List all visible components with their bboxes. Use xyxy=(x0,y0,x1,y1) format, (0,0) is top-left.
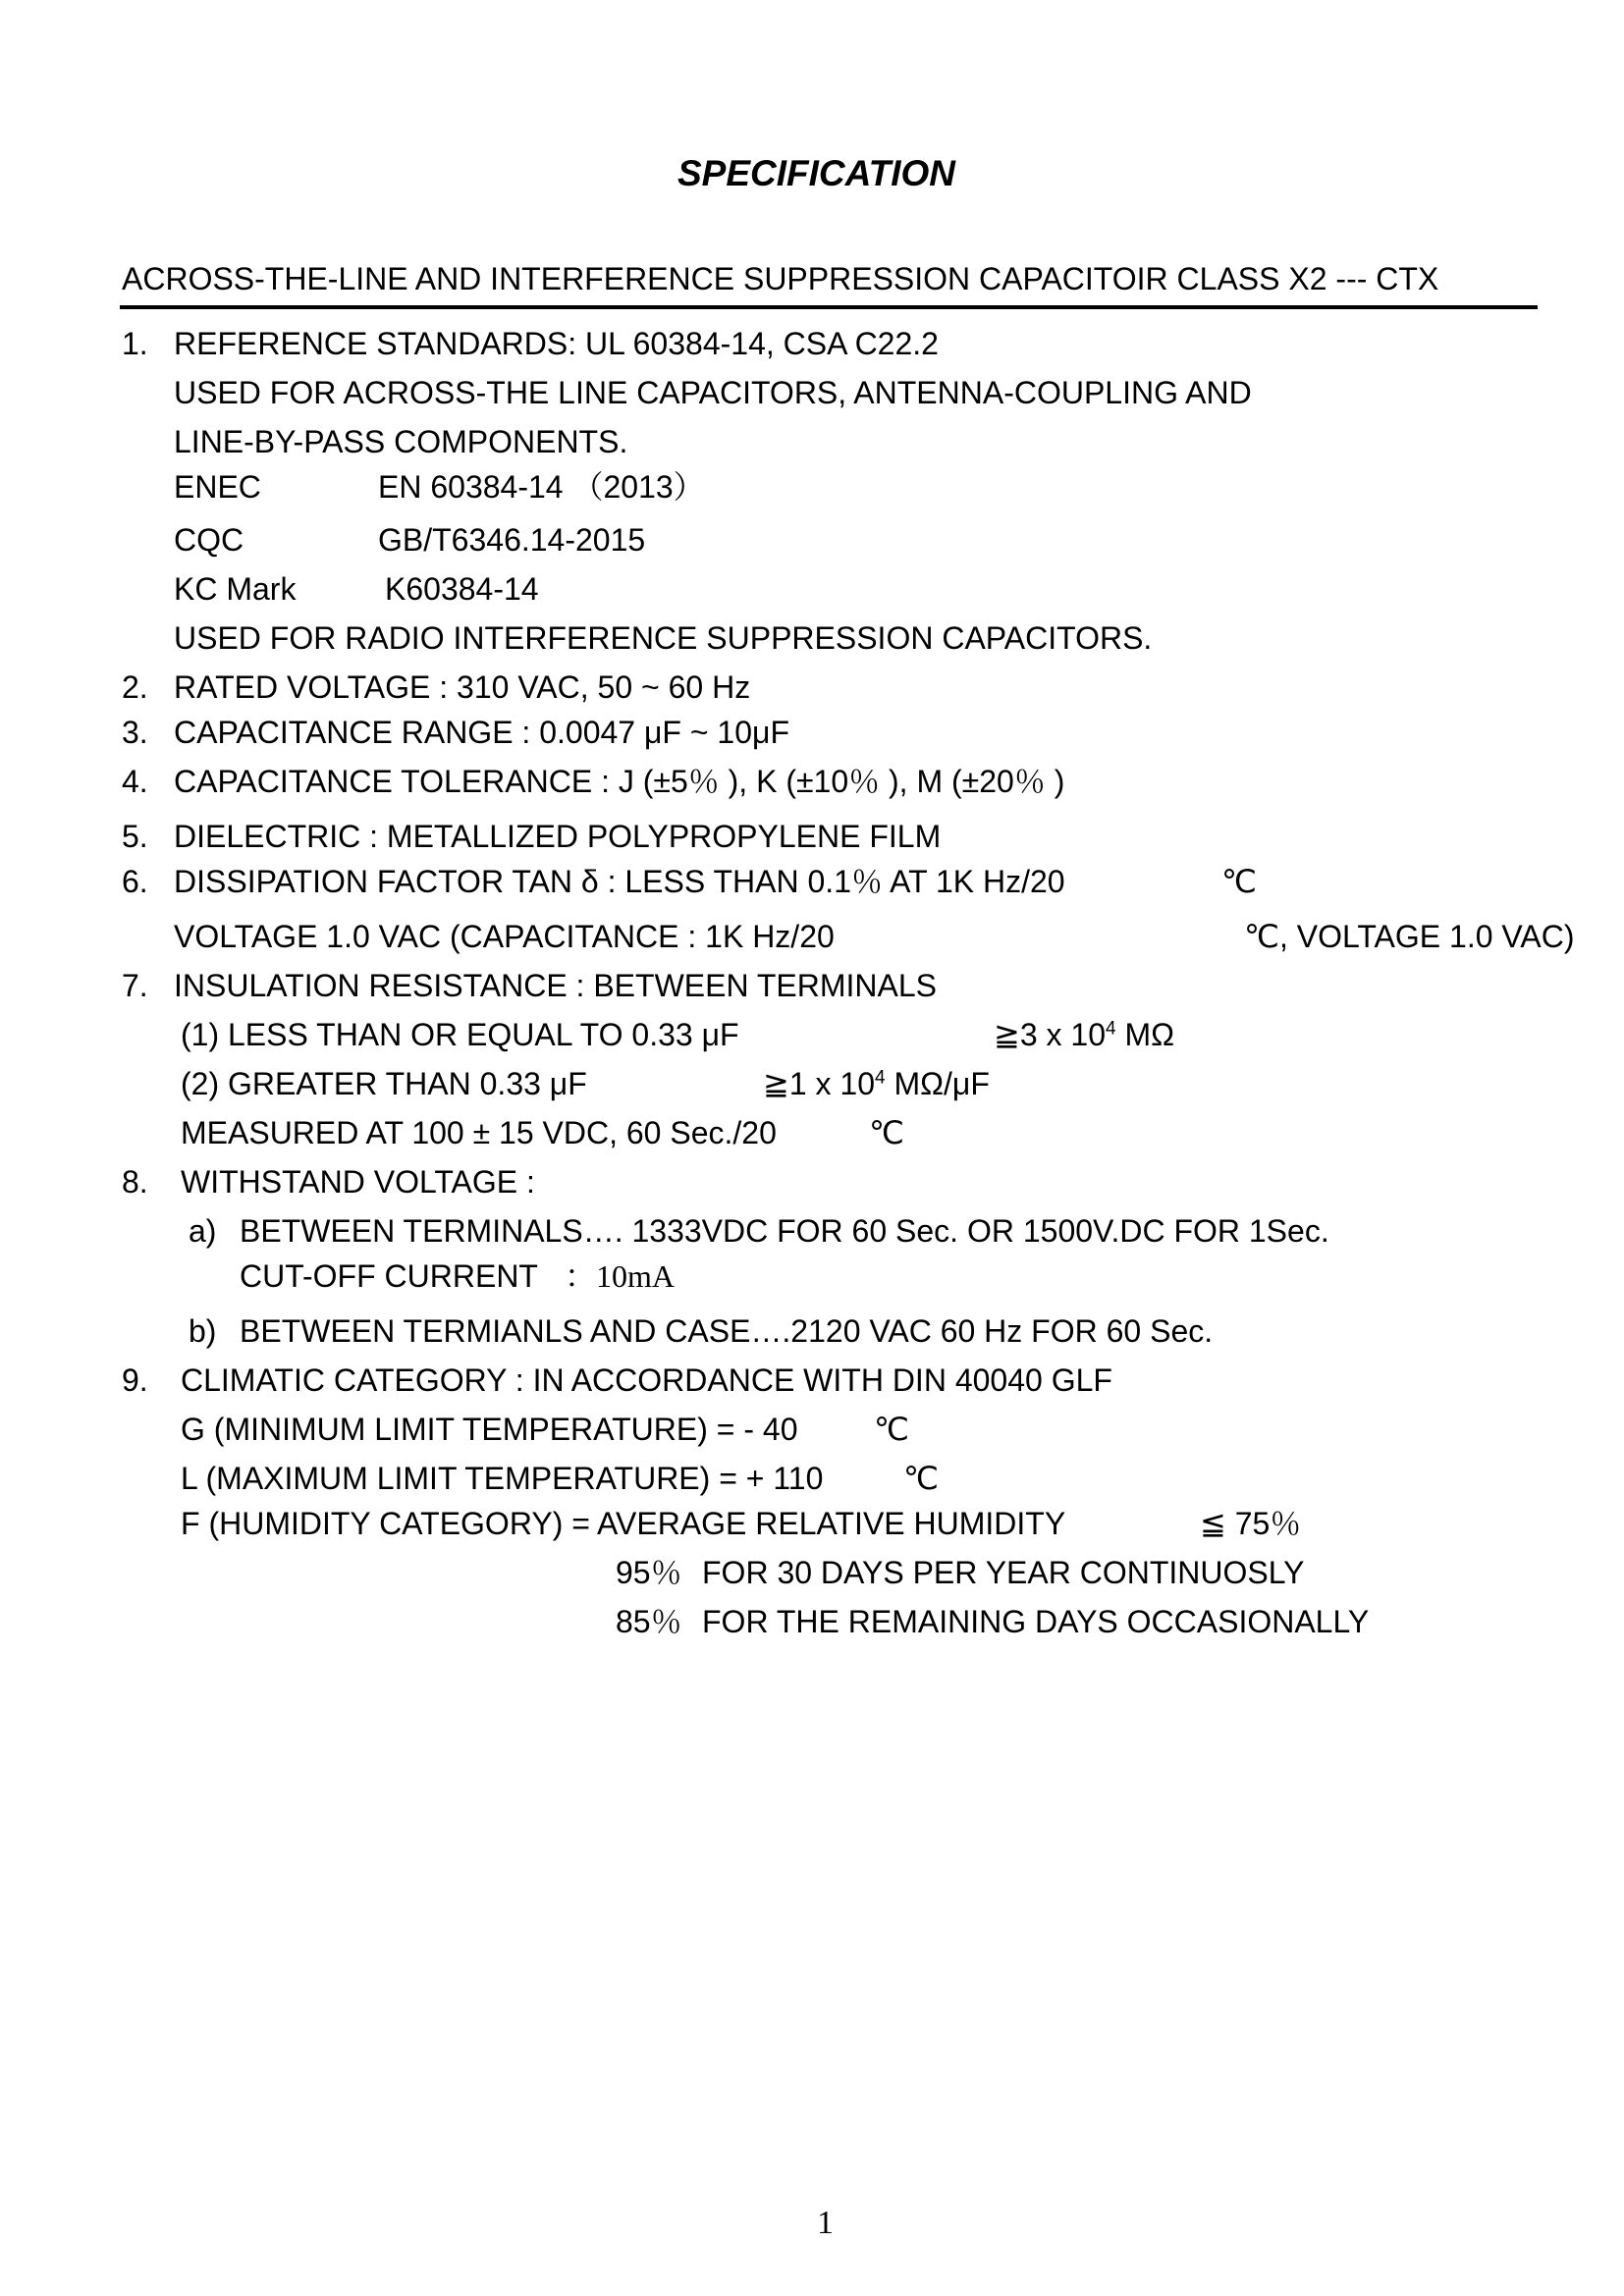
humidity-percent: 85％ xyxy=(616,1604,682,1639)
section-heading: REFERENCE STANDARDS: UL 60384-14, CSA C22.2 xyxy=(174,326,939,361)
section-number: 8. xyxy=(122,1164,148,1200)
standard-value: EN 60384-14 （2013） xyxy=(378,469,705,505)
paragraph-line: USED FOR ACROSS-THE LINE CAPACITORS, ANTENNA-COUPLING AND xyxy=(174,375,1252,410)
resistance-value xyxy=(763,1068,990,1099)
standard-value: K60384-14 xyxy=(385,571,539,607)
humidity-percent: 95％ xyxy=(616,1555,682,1590)
page-number: 1 xyxy=(817,2205,834,2241)
standard-value: GB/T6346.14-2015 xyxy=(378,522,646,558)
section-text: CAPACITANCE RANGE : 0.0047 μF ~ 10μF xyxy=(174,715,789,750)
list-item: BETWEEN TERMIANLS AND CASE….2120 VAC 60 Hz FOR 60 Sec. xyxy=(240,1313,1214,1349)
exponent: 4 xyxy=(874,1067,886,1089)
unit-text: MΩ xyxy=(1124,1017,1175,1052)
value-text: ≧1 x 10 xyxy=(763,1066,875,1101)
paragraph-line: F (HUMIDITY CATEGORY) = AVERAGE RELATIVE HUMIDITY xyxy=(181,1506,1066,1541)
standard-label: ENEC xyxy=(174,469,261,505)
paragraph-line: G (MINIMUM LIMIT TEMPERATURE) = - 40 xyxy=(181,1412,798,1447)
unit-celsius: ℃ xyxy=(869,1115,904,1150)
section-number: 4. xyxy=(122,764,148,799)
humidity-value: ≦ 75％ xyxy=(1200,1506,1302,1541)
list-label: b) xyxy=(189,1313,217,1349)
paragraph-line: CUT-OFF CURRENT xyxy=(240,1258,538,1294)
list-item: (2) GREATER THAN 0.33 μF xyxy=(181,1066,587,1101)
section-number: 7. xyxy=(122,968,148,1003)
unit-celsius: ℃ xyxy=(903,1461,939,1496)
standard-label: CQC xyxy=(174,522,244,558)
section-number: 5. xyxy=(122,819,148,854)
section-text: RATED VOLTAGE : 310 VAC, 50 ~ 60 Hz xyxy=(174,669,751,705)
title-divider xyxy=(120,305,1538,309)
section-number: 3. xyxy=(122,715,148,750)
resistance-value xyxy=(994,1019,1174,1050)
paragraph-line: MEASURED AT 100 ± 15 VDC, 60 Sec./20 xyxy=(181,1115,777,1150)
list-item: BETWEEN TERMINALS…. 1333VDC FOR 60 Sec. OR 1500V.DC FOR 1Sec. xyxy=(240,1213,1329,1249)
document-subtitle: ACROSS-THE-LINE AND INTERFERENCE SUPPRESSION CAPACITOIR CLASS X2 --- CTX xyxy=(122,261,1439,296)
paragraph-line: FOR THE REMAINING DAYS OCCASIONALLY xyxy=(702,1604,1370,1639)
unit-text: MΩ/μF xyxy=(893,1066,990,1101)
paragraph-line: LINE-BY-PASS COMPONENTS. xyxy=(174,424,628,459)
unit-celsius: ℃ xyxy=(874,1412,909,1447)
exponent: 4 xyxy=(1105,1018,1116,1040)
unit-celsius: ℃ xyxy=(1221,864,1257,899)
paragraph-line: USED FOR RADIO INTERFERENCE SUPPRESSION CAPACITORS. xyxy=(174,620,1153,656)
section-number: 6. xyxy=(122,864,148,899)
value-text: ≧3 x 10 xyxy=(994,1017,1106,1052)
section-heading: INSULATION RESISTANCE : BETWEEN TERMINALS xyxy=(174,968,938,1003)
section-text: DISSIPATION FACTOR TAN δ : LESS THAN 0.1％ AT 1K Hz/20 xyxy=(174,864,1065,899)
section-heading: CLIMATIC CATEGORY : IN ACCORDANCE WITH DIN 40040 GLF xyxy=(181,1362,1112,1398)
section-number: 1. xyxy=(122,326,148,361)
page-title: SPECIFICATION xyxy=(677,153,955,193)
standard-label: KC Mark xyxy=(174,571,297,607)
list-item: (1) LESS THAN OR EQUAL TO 0.33 μF xyxy=(181,1017,739,1052)
paragraph-line: FOR 30 DAYS PER YEAR CONTINUOSLY xyxy=(702,1555,1305,1590)
section-text: CAPACITANCE TOLERANCE : J (±5％ ), K (±10％ ), M (±20％ ) xyxy=(174,764,1065,799)
section-number: 2. xyxy=(122,669,148,705)
paragraph-line: L (MAXIMUM LIMIT TEMPERATURE) = + 110 xyxy=(181,1461,824,1496)
paragraph-line: VOLTAGE 1.0 VAC (CAPACITANCE : 1K Hz/20 xyxy=(174,919,835,954)
paragraph-line: ℃, VOLTAGE 1.0 VAC) xyxy=(1244,919,1575,954)
section-number: 9. xyxy=(122,1362,148,1398)
cutoff-value: ：10mA xyxy=(565,1258,676,1294)
section-heading: WITHSTAND VOLTAGE : xyxy=(181,1164,535,1200)
section-text: DIELECTRIC : METALLIZED POLYPROPYLENE FILM xyxy=(174,819,942,854)
list-label: a) xyxy=(189,1213,217,1249)
